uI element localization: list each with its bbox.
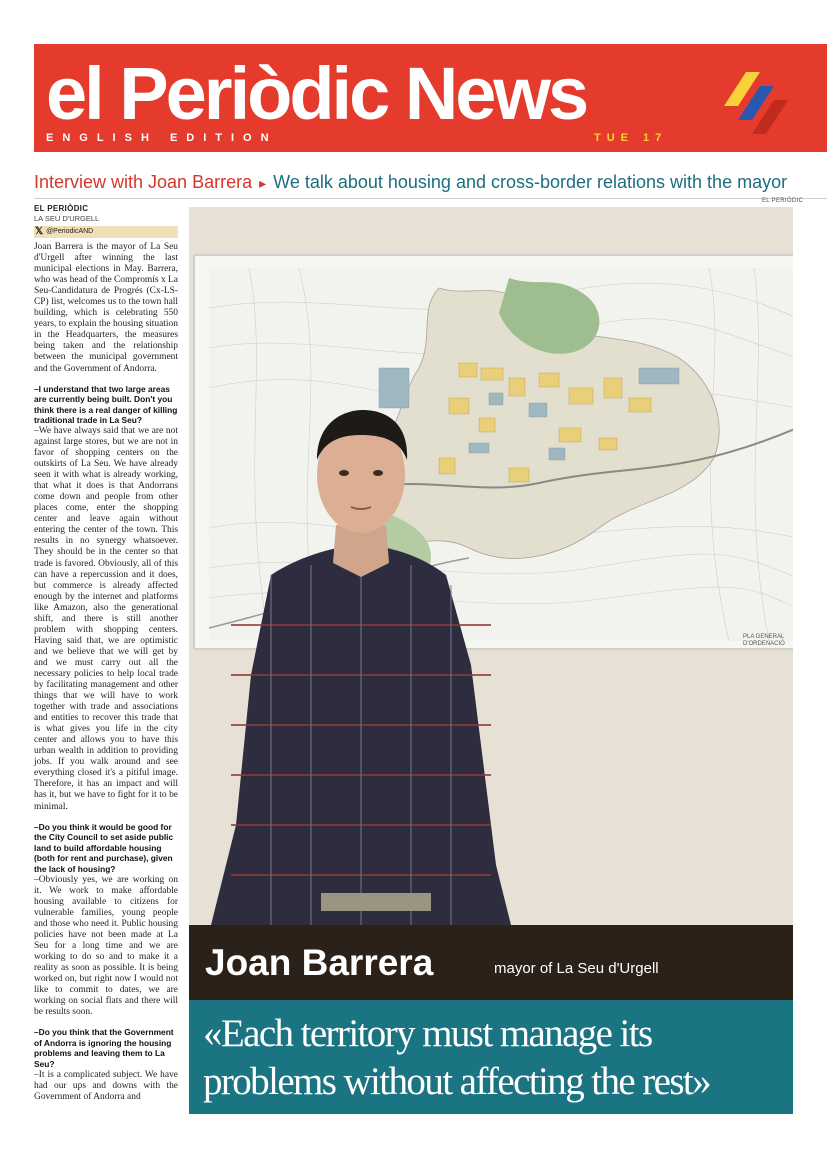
edition-label: ENGLISH EDITION bbox=[46, 132, 278, 144]
headline-deck: We talk about housing and cross-border relations with the mayor bbox=[273, 172, 788, 192]
headline-arrow-icon: ▸ bbox=[259, 175, 267, 191]
name-bar bbox=[189, 925, 793, 1000]
headline-bar bbox=[34, 168, 827, 199]
byline-org: EL PERIÒDIC bbox=[34, 204, 89, 213]
article-body bbox=[34, 242, 178, 1103]
interview-question: –Do you think it would be good for the City Council to set aside public land to build affordable housing (both for rent and purchase), given the lack of housing? bbox=[34, 821, 174, 874]
newspaper-title: el Periòdic News bbox=[46, 52, 587, 135]
social-handle[interactable] bbox=[34, 226, 178, 238]
interview-question: –I understand that two large areas are currently being built. Don't you think there is a real danger of killing traditional trade in La Seu? bbox=[34, 383, 178, 426]
interview-answer: –Obviously yes, we are working on it. We work to make affordable housing available to citizens for vulnerable families, young people and those who need it. Public housing policies have not been made at La Seu for a long time and we are working to do so and to make it a reality as soon as possible. It is being worked on, but right now I would not like to commit to dates, we are working on social flats and there will be results soon. bbox=[34, 874, 178, 1018]
interviewee-name: Joan Barrera bbox=[205, 942, 434, 983]
issue-date: TUE 17 bbox=[594, 132, 668, 144]
interview-question: –Do you think that the Government of Andorra is ignoring the housing problems and leaving them to La Seu? bbox=[34, 1027, 174, 1069]
article-intro: Joan Barrera is the mayor of La Seu d'Urgell after winning the last municipal elections in May. Barrera, who was head of the Compromís x La Seu-Candidatura de Progrés (Cx-LS-CP) list, welcomes us to the town hall building, which is celebrating 550 years, to explain the housing situation in the Headquarters, the measures being taken and the relationship between the municipal government and the Government of Andorra. bbox=[34, 242, 178, 374]
interview-answer: –It is a complicated subject. We have had our ups and downs with the Government of Andorra and bbox=[34, 1069, 178, 1102]
brand-stripes-icon bbox=[724, 68, 794, 138]
interview-answer: –We have always said that we are not against large stores, but we are not in favor of shopping centers on the outskirts of La Seu. We have already seen it with what is already working, that what it does is that Andorrans come down and people from other places come, enter the shopping center and leave again without entering the center of the town. This results in no synergy whatsoever. They should be in the center so that trade is favored. Obviously, all of this can have a repercussion and it does, but commerce is already affected enough by the internet and platforms like Amazon, also the generational shift, and there is still another problem with shopping centers. Having said that, we are optimistic and we believe that we will get by and we must carry out all the necessary policies to help local trade by facilitating management and other things that we will have to work together with trade and associations and entities to recover this trade that is what gives you life in the city center and allows you to have this urban wealth in addition to providing jobs. If you walk around and see everything closed it's a pitiful image. Therefore, it has an impact and will has it, but we have to fight for it to be minimal. bbox=[34, 425, 178, 812]
byline-location: LA SEU D'URGELL bbox=[34, 214, 100, 223]
pull-quote: «Each territory must manage its problems without affecting the rest» bbox=[203, 1012, 711, 1103]
masthead bbox=[34, 44, 827, 152]
x-logo-icon: 𝕏 bbox=[35, 226, 44, 237]
headline-kicker: Interview with Joan Barrera bbox=[34, 172, 253, 192]
mayor-portrait bbox=[211, 405, 511, 925]
photo-credit: EL PERIÒDIC bbox=[762, 198, 804, 204]
interview-photo bbox=[189, 207, 793, 925]
interviewee-role: mayor of La Seu d'Urgell bbox=[494, 960, 659, 977]
social-handle-text: @PeriodicAND bbox=[46, 228, 94, 235]
article-column bbox=[34, 204, 178, 1103]
map-title-label: PLA GENERAL D'ORDENACIÓ bbox=[743, 634, 785, 647]
pull-quote-bar bbox=[189, 1000, 793, 1114]
